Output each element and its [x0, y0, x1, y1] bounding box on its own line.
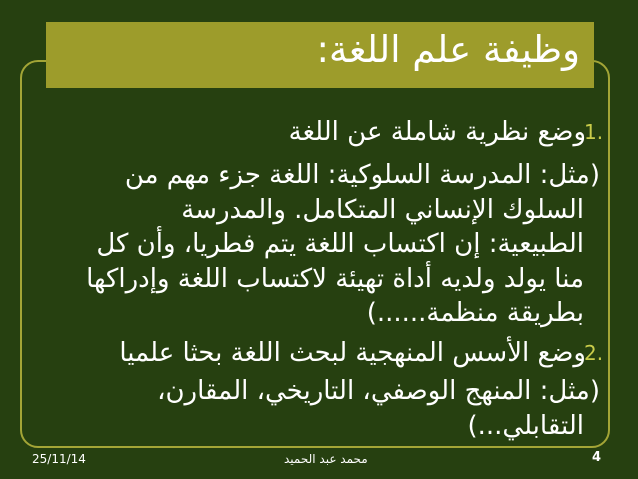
footer-author: محمد عبد الحميد — [284, 452, 368, 466]
item-number-1: 1. — [584, 120, 604, 144]
detail-line: السلوك الإنساني المتكامل. والمدرسة — [181, 194, 584, 225]
detail-line: الطبيعية: إن اكتساب اللغة يتم فطريا، وأن كل — [96, 229, 584, 259]
item-text-1: وضع نظرية شاملة عن اللغة — [288, 117, 586, 147]
item-detail-2 — [157, 374, 600, 443]
footer-date: 25/11/14 — [32, 452, 86, 466]
item-number-2: 2. — [584, 341, 604, 365]
slide-title: وظيفة علم اللغة: — [316, 28, 580, 71]
detail-line: (مثل: المدرسة السلوكية: اللغة جزء مهم من — [124, 160, 600, 190]
item-detail-1 — [86, 158, 600, 331]
detail-line: منا يولد ولديه أداة تهيئة لاكتساب اللغة وإدراكها — [86, 263, 584, 294]
detail-line: التقابلي...) — [467, 410, 584, 441]
title-bar — [46, 22, 594, 88]
detail-line: (مثل: المنهج الوصفي، التاريخي، المقارن، — [157, 376, 600, 406]
item-text-2: وضع الأسس المنهجية لبحث اللغة بحثا علميا — [119, 338, 586, 368]
detail-line: بطريقة منظمة......) — [366, 298, 584, 328]
page-number: 4 — [592, 450, 602, 465]
